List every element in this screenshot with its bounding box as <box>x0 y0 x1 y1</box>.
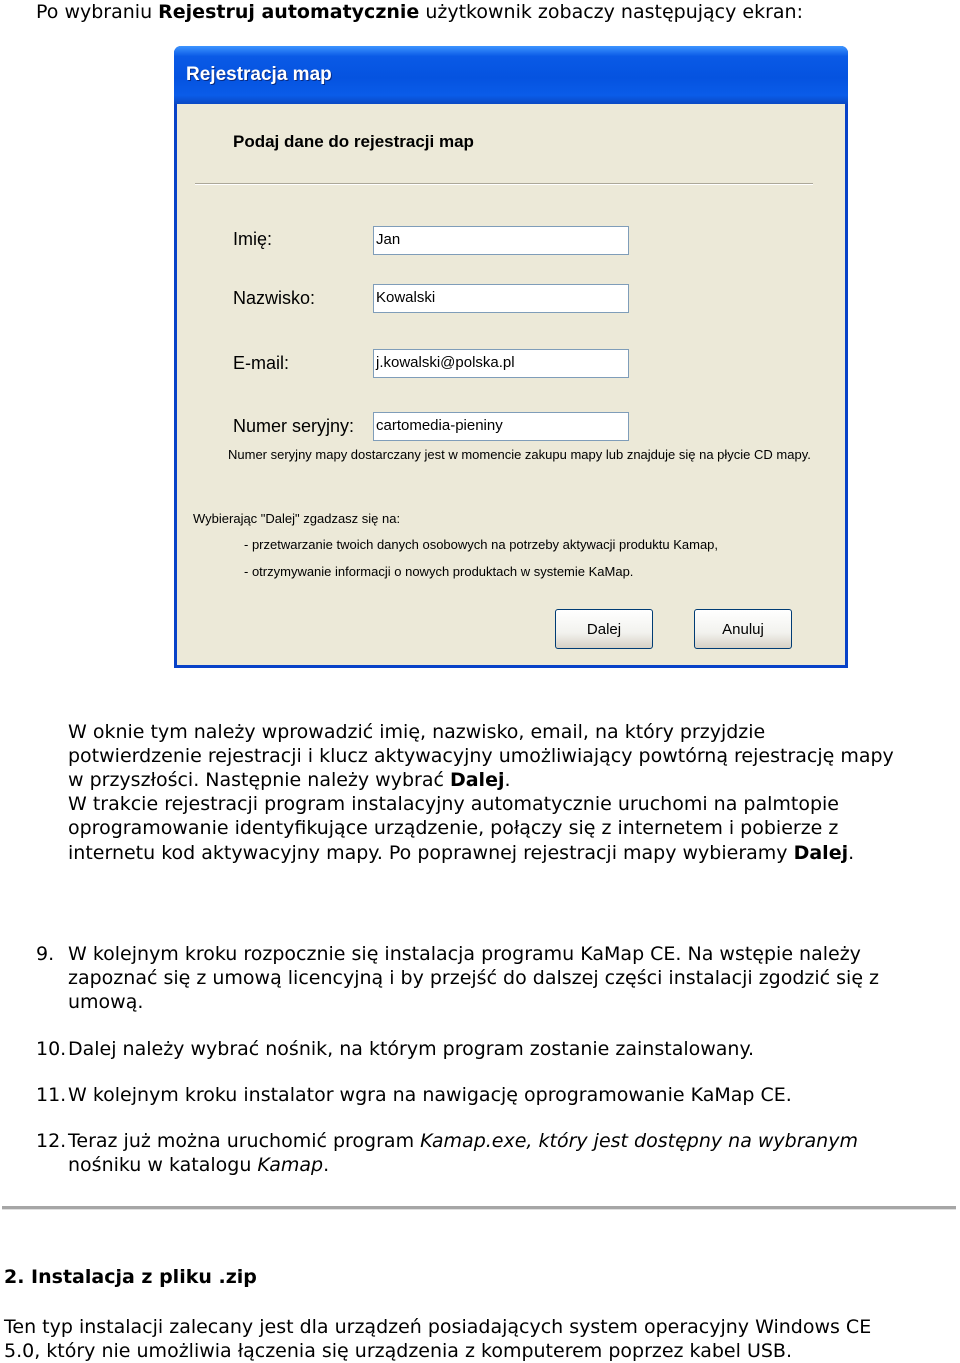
first-name-label: Imię: <box>233 229 273 249</box>
consent-title: Wybierając "Dalej" zgadzasz się na: <box>193 511 401 526</box>
cancel-button[interactable]: Anuluj <box>694 609 792 649</box>
dialog-heading: Podaj dane do rejestracji map <box>233 132 474 151</box>
serial-input[interactable]: cartomedia-pieniny <box>373 412 629 441</box>
last-name-input[interactable]: Kowalski <box>373 284 629 313</box>
section-line: Ten typ instalacji zalecany jest dla urządzeń posiadających system operacyjny Windows CE <box>4 1316 872 1338</box>
paragraph-line: W trakcie rejestracji program instalacyjny automatycznie uruchomi na palmtopie <box>68 793 839 815</box>
section-heading: 2. Instalacja z pliku .zip <box>4 1266 257 1288</box>
consent-item: - otrzymywanie informacji o nowych produktach w systemie KaMap. <box>244 564 634 579</box>
step-line: zapoznać się z umową licencyjną i by przejść do dalszej części instalacji zgodzić się z <box>68 967 880 989</box>
step-line: Dalej należy wybrać nośnik, na którym program zostanie zainstalowany. <box>68 1038 755 1060</box>
paragraph-line: potwierdzenie rejestracji i klucz aktywacyjny umożliwiający powtórną rejestrację mapy <box>68 745 894 767</box>
last-name-label: Nazwisko: <box>233 288 316 308</box>
next-button[interactable]: Dalej <box>555 609 653 649</box>
consent-item: - przetwarzanie twoich danych osobowych na potrzeby aktywacji produktu Kamap, <box>244 537 719 552</box>
dialog-titlebar <box>174 46 848 104</box>
paragraph-line: oprogramowanie identyfikujące urządzenie, połączy się z internetem i pobierze z <box>68 817 839 839</box>
step-line: W kolejnym kroku rozpocznie się instalacja programu KaMap CE. Na wstępie należy <box>68 943 861 965</box>
step-number: 11. <box>36 1084 67 1106</box>
step-number: 9. <box>36 943 55 965</box>
dialog-title: Rejestracja map <box>186 64 332 85</box>
serial-note: Numer seryjny mapy dostarczany jest w momencie zakupu mapy lub znajduje się na płycie CD mapy. <box>228 447 811 462</box>
first-name-input[interactable]: Jan <box>373 226 629 255</box>
email-input[interactable]: j.kowalski@polska.pl <box>373 349 629 378</box>
serial-label: Numer seryjny: <box>233 416 355 436</box>
paragraph-line: w przyszłości. Następnie należy wybrać Dalej. <box>68 769 511 791</box>
dialog-separator <box>195 183 813 185</box>
step-line: nośniku w katalogu Kamap. <box>68 1154 330 1176</box>
step-line: umową. <box>68 991 144 1013</box>
step-line: Teraz już można uruchomić program Kamap.exe, który jest dostępny na wybranym <box>68 1130 858 1152</box>
paragraph-line: W oknie tym należy wprowadzić imię, nazwisko, email, na który przyjdzie <box>68 721 766 743</box>
step-line: W kolejnym kroku instalator wgra na nawigację oprogramowanie KaMap CE. <box>68 1084 792 1106</box>
paragraph-line: internetu kod aktywacyjny mapy. Po poprawnej rejestracji mapy wybieramy Dalej. <box>68 842 855 864</box>
intro-text: Po wybraniu Rejestruj automatycznie użytkownik zobaczy następujący ekran: <box>36 1 803 23</box>
horizontal-rule <box>2 1206 956 1210</box>
intro-bold: Rejestruj automatycznie <box>158 1 420 23</box>
email-label: E-mail: <box>233 353 290 373</box>
step-number: 10. <box>36 1038 67 1060</box>
step-number: 12. <box>36 1130 67 1152</box>
registration-dialog <box>174 46 848 668</box>
section-line: 5.0, który nie umożliwia łączenia się urządzenia z komputerem poprzez kabel USB. <box>4 1340 792 1362</box>
